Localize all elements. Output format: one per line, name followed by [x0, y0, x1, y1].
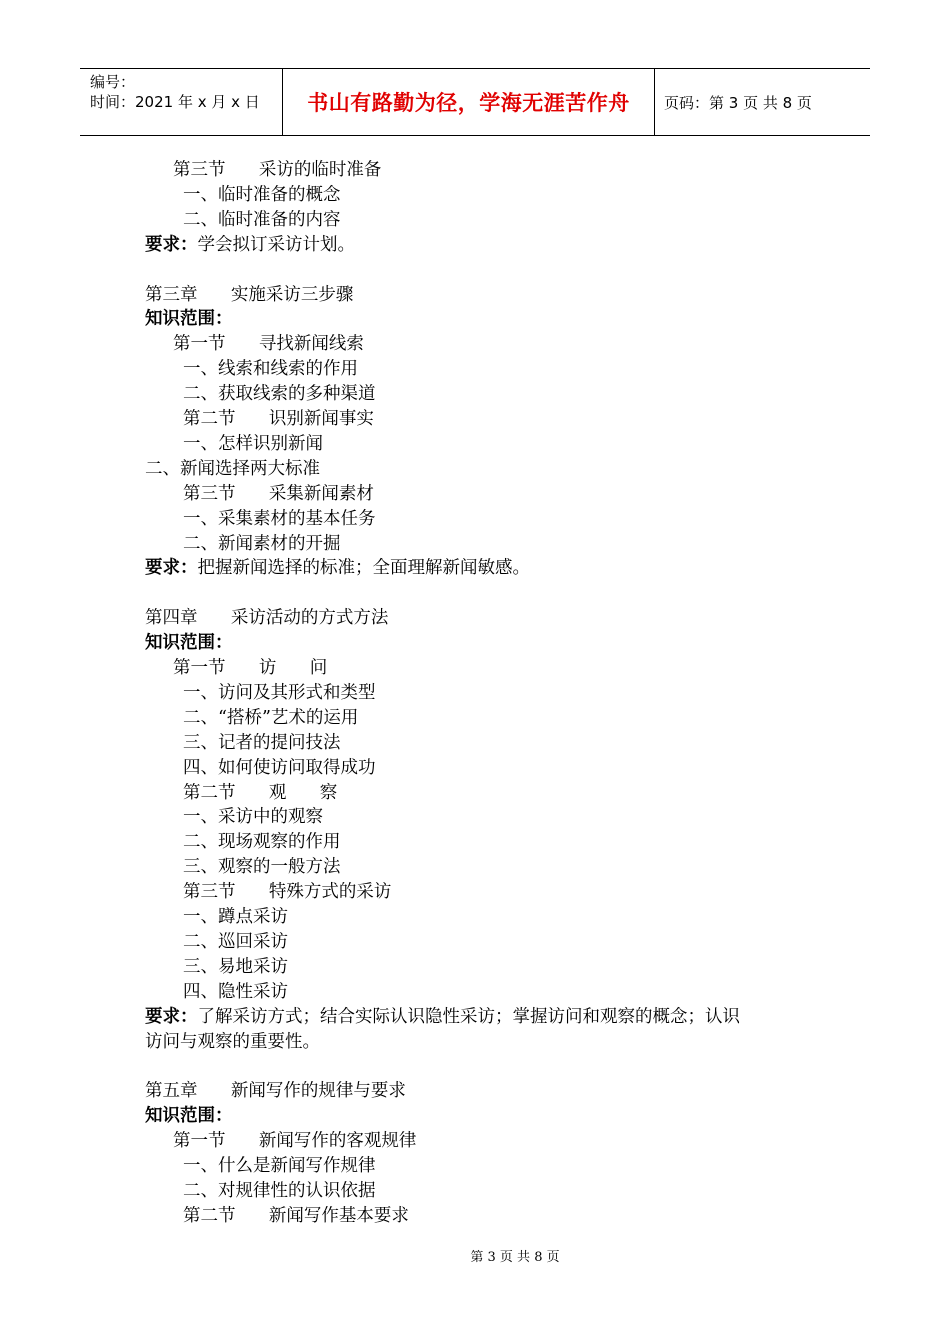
text-line: [183, 905, 288, 929]
page-header: [80, 68, 870, 136]
text-line: [173, 158, 381, 182]
text-line: [183, 930, 288, 954]
text-line: [183, 980, 288, 1004]
text-line: [183, 382, 376, 406]
page-footer: 第 3 页 共 8 页: [470, 1250, 560, 1265]
line-text: 二、对规律性的认识依据: [183, 1180, 376, 1201]
text-line: [183, 880, 391, 904]
text-line: [183, 532, 341, 556]
line-text: 第二节 识别新闻事实: [183, 409, 374, 429]
text-line: [145, 457, 320, 481]
line-text: 一、什么是新闻写作规律: [183, 1156, 376, 1176]
text-line: [183, 507, 376, 531]
line-label: 要求：: [145, 1006, 198, 1027]
text-line: [183, 1204, 409, 1228]
line-text: 一、怎样识别新闻: [183, 433, 323, 454]
line-text: 三、观察的一般方法: [183, 857, 341, 878]
line-text: 二、“搭桥”艺术的运用: [183, 707, 359, 728]
text-line: [183, 855, 341, 879]
line-text: 四、如何使访问取得成功: [183, 757, 376, 778]
line-label: 知识范围：: [145, 309, 233, 330]
text-line: [145, 1030, 320, 1054]
line-text: 四、隐性采访: [183, 981, 288, 1002]
line-text: 二、获取线索的多种渠道: [183, 384, 376, 405]
text-line: [183, 407, 374, 431]
text-line: [173, 1129, 416, 1153]
text-line: [183, 805, 323, 829]
header-meta: [80, 69, 283, 135]
text-line: [183, 1154, 376, 1178]
text-line: [173, 656, 327, 680]
header-date: 时间：2021 年 x 月 x 日: [90, 93, 260, 111]
line-text: 第三节 采访的临时准备: [173, 160, 382, 180]
line-label: 要求：: [145, 234, 198, 255]
text-line: [183, 830, 341, 854]
line-text: 二、新闻选择两大标准: [145, 458, 320, 479]
text-line: [183, 681, 376, 705]
line-text: 一、访问及其形式和类型: [183, 682, 376, 703]
line-text: 第五章 新闻写作的规律与要求: [145, 1081, 406, 1102]
line-text: 第四章 采访活动的方式方法: [145, 608, 389, 629]
line-text: 第一节 访 问: [173, 658, 328, 678]
line-label: 要求：: [145, 558, 198, 579]
line-text: 一、采访中的观察: [183, 807, 323, 828]
line-text: 第二节 观 察: [183, 782, 338, 803]
line-text: 二、新闻素材的开掘: [183, 533, 341, 554]
line-text: 第二节 新闻写作基本要求: [183, 1205, 409, 1226]
text-line: [183, 706, 358, 730]
text-line: [183, 183, 341, 207]
line-text: 二、现场观察的作用: [183, 832, 341, 853]
text-line: [183, 432, 323, 456]
line-text: 二、巡回采访: [183, 931, 288, 952]
text-line: [145, 233, 355, 257]
text-line: [145, 1005, 740, 1029]
line-text: 一、采集素材的基本任务: [183, 508, 376, 529]
text-line: [145, 606, 388, 630]
header-page-info: 页码：第 3 页 共 8 页: [664, 93, 812, 112]
text-line: [183, 955, 288, 979]
text-line: [183, 781, 337, 805]
line-text: 把握新闻选择的标准；全面理解新闻敏感。: [197, 558, 530, 579]
line-text: 三、记者的提问技法: [183, 732, 341, 753]
header-number: 编号：: [90, 73, 136, 91]
line-text: 一、蹲点采访: [183, 907, 288, 927]
text-line: [183, 756, 376, 780]
line-text: 访问与观察的重要性。: [145, 1031, 320, 1052]
line-label: 知识范围：: [145, 633, 233, 654]
text-line: [145, 556, 530, 580]
line-text: 二、临时准备的内容: [183, 209, 341, 230]
line-text: 第三节 特殊方式的采访: [183, 882, 392, 903]
line-text: 三、易地采访: [183, 956, 288, 977]
text-line: [145, 1104, 233, 1128]
line-text: 第一节 寻找新闻线索: [173, 334, 364, 355]
line-text: 一、临时准备的概念: [183, 184, 341, 205]
line-text: 第一节 新闻写作的客观规律: [173, 1131, 417, 1152]
line-text: 第三节 采集新闻素材: [183, 483, 374, 504]
line-text: 第三章 实施采访三步骤: [145, 284, 354, 305]
text-line: [145, 307, 233, 331]
text-line: [183, 208, 341, 232]
text-line: [183, 482, 374, 506]
header-motto: 书山有路勤为径，学海无涯苦作舟: [283, 69, 655, 135]
line-text: 一、线索和线索的作用: [183, 359, 358, 380]
text-line: [145, 283, 353, 307]
line-text: 学会拟订采访计划。: [197, 234, 355, 255]
line-text: 了解采访方式；结合实际认识隐性采访；掌握访问和观察的概念；认识: [197, 1006, 740, 1027]
text-line: [145, 631, 233, 655]
text-line: [173, 332, 364, 356]
text-line: [183, 357, 358, 381]
text-line: [183, 1179, 376, 1203]
text-line: [145, 1079, 406, 1103]
text-line: [183, 731, 341, 755]
line-label: 知识范围：: [145, 1106, 233, 1127]
